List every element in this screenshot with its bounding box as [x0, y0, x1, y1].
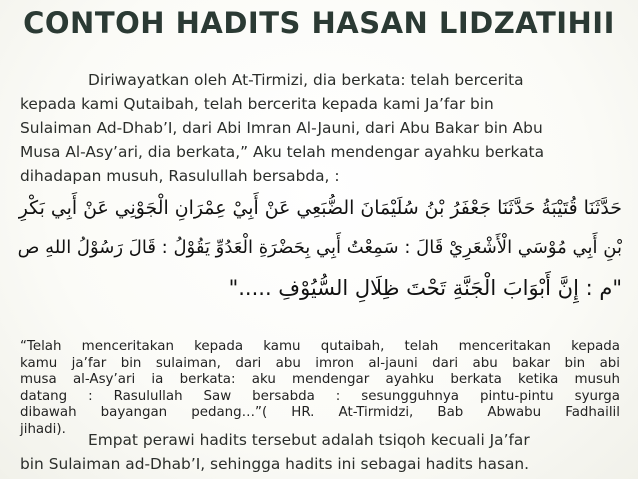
translation-line: musa al-Asy’ari ia berkata: aku mendengar ayahku berkata ketika musuh — [20, 372, 620, 387]
intro-line: Musa Al-Asy’ari, dia berkata,” Aku telah mendengar ayahku berkata — [20, 143, 545, 161]
translation-line: dibawah bayangan pedang…”( HR. At-Tirmidzi, Bab Abwabu Fadhailil — [20, 405, 620, 420]
intro-line: dihadapan musuh, Rasulullah bersabda, : — [20, 167, 340, 185]
translation-line: jihadi). — [20, 421, 66, 437]
arabic-line: بْنِ أَبِي مُوْسَي الْأَشْعَرِيْ قَالَ : سَمِعْتُ أَبِي بِحَضْرَةِ الْعَدُوِّ يَقُوْلُ : قَالَ رَسُوْلُ اللهِ ص — [18, 237, 622, 258]
intro-line: Sulaiman Ad-Dhab’I, dari Abi Imran Al-Jauni, dari Abu Bakar bin Abu — [20, 119, 543, 137]
slide-title: CONTOH HADITS HASAN LIDZATIHII — [23, 6, 615, 40]
translation-line: “Telah menceritakan kepada kamu qutaibah, telah menceritakan kepada — [20, 339, 620, 354]
translation-paragraph — [20, 339, 620, 438]
intro-paragraph — [20, 68, 620, 188]
closing-paragraph — [20, 428, 620, 476]
intro-line: Diriwayatkan oleh At-Tirmizi, dia berkata: telah bercerita — [88, 71, 524, 89]
arabic-hadith-text — [18, 188, 622, 308]
translation-line: datang : Rasulullah Saw bersabda : sesungguhnya pintu-pintu syurga — [20, 388, 620, 404]
intro-line: kepada kami Qutaibah, telah bercerita kepada kami Ja’far bin — [20, 95, 494, 113]
closing-line: Empat perawi hadits tersebut adalah tsiqoh kecuali Ja’far — [88, 431, 530, 449]
arabic-line: حَدَّثَنَا قُتَيْبَةُ حَدَّثَنَا جَعْفَرُ بْنُ سُلَيْمَانَ الضُّبَعِي عَنْ أَبِيْ عِمْرَانِ الْجَوْنِي عَنْ أَبِي بَكْرِ — [18, 197, 622, 219]
arabic-line: "م : إِنَّ أَبْوَابَ الْجَنَّةِ تَحْتَ ظِلَالِ السُّيُوْفِ ....." — [228, 276, 622, 300]
translation-line: kamu ja’far bin sulaiman, dari abu imron al-jauni dari abu bakar bin abi — [20, 355, 620, 371]
closing-line: bin Sulaiman ad-Dhab’I, sehingga hadits ini sebagai hadits hasan. — [20, 455, 530, 473]
